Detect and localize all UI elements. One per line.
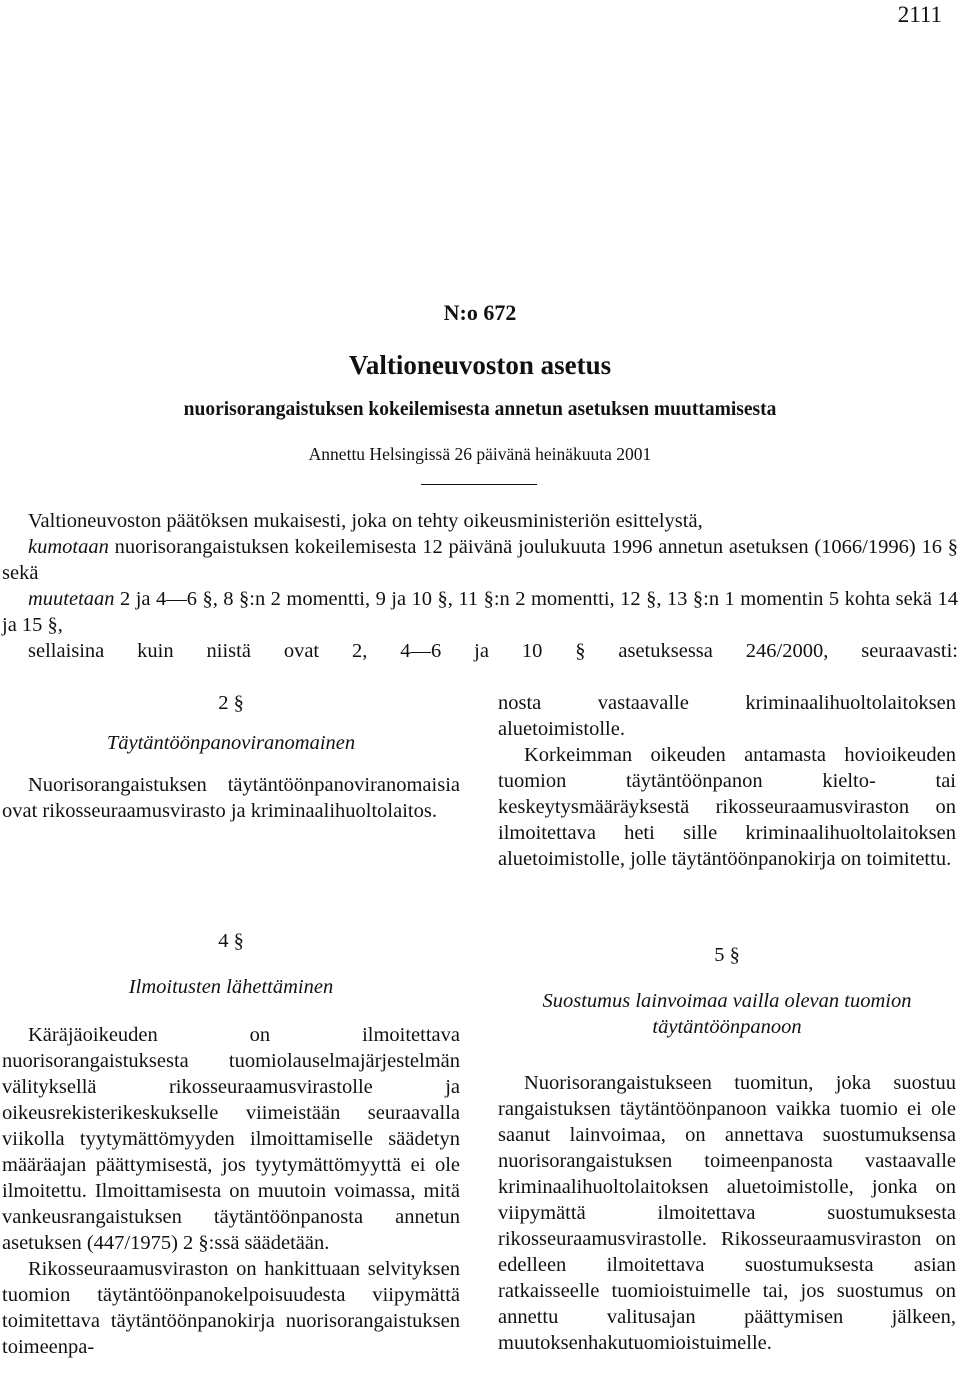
document-number: N:o 672 xyxy=(443,300,517,325)
section-5-number: 5 § xyxy=(714,944,740,966)
section-5-body xyxy=(498,1070,956,1356)
preamble-paragraph-2 xyxy=(2,534,958,586)
preamble-paragraph-3 xyxy=(2,586,958,638)
section-5-paragraph-1: Nuorisorangaistukseen tuomitun, joka suostuu rangaistuksen täytäntöönpanoon vaikka tuomio ei ole saanut lainvoimaa, on annettava suostumuksensa nuorisorangaistuksen toimeenpanosta vastaavalle kriminaalihuoltolaitoksen aluetoimistolle, jonka on viipymättä ilmoitettava suostumuksesta rikosseuraamusvirastolle. Rikosseuraamusviraston on edelleen ilmoitettava suostumuksesta asian ratkaisseelle tuomioistuimelle tai, jos suostumus on annettu valitusajan päättymisen jälkeen, muutoksenhakutuomioistuimelle. xyxy=(498,1072,956,1354)
preamble-paragraph-4: sellaisina kuin niistä ovat 2, 4—6 ja 10 § asetuksessa 246/2000, seuraavasti: xyxy=(28,640,958,662)
page-number: 2111 xyxy=(897,2,942,27)
issue-date-line: Annettu Helsingissä 26 päivänä heinäkuuta 2001 xyxy=(308,444,652,464)
preamble-keyword-kumotaan: kumotaan xyxy=(28,536,109,558)
preamble-keyword-muutetaan: muutetaan xyxy=(28,588,115,610)
preamble xyxy=(2,508,958,664)
section-2-number: 2 § xyxy=(218,692,244,714)
section-4-paragraph-1: Käräjäoikeuden on ilmoitettava nuorisorangaistuksesta tuomiolauselmajärjestelmän välityksellä rikosseuraamusvirastolle ja oikeusrekisterikeskukselle viimeistään seuraavalla viikolla tyytymättömyyden ilmoittamiselle säädetyn määräajan päättymisestä, jos tyytymättömyyttä ei ole ilmoitettu. Ilmoittamisesta on muutoin voimassa, mitä vankeusrangaistuksen täytäntöönpanosta annetun asetuksen (447/1975) 2 §:ssä säädetään. xyxy=(2,1024,460,1254)
section-2-body xyxy=(2,772,460,824)
section-2-paragraph-1: Nuorisorangaistuksen täytäntöönpanoviranomaisia ovat rikosseuraamusvirasto ja kriminaalihuoltolaitos. xyxy=(2,774,460,822)
preamble-paragraph-2-text: nuorisorangaistuksen kokeilemisesta 12 päivänä joulukuuta 1996 annetun asetuksen (1066/1996) 16 § sekä xyxy=(2,536,958,584)
section-4-paragraph-3: Korkeimman oikeuden antamasta hovioikeuden tuomion täytäntöönpanon kielto- tai keskeytysmääräyksestä rikosseuraamusviraston on ilmoitettava heti sille kriminaalihuoltolaitoksen aluetoimistolle, jolle täytäntöönpanokirja on toimitettu. xyxy=(498,744,956,870)
section-4-body xyxy=(2,1022,460,1360)
document-subtitle: nuorisorangaistuksen kokeilemisesta annetun asetuksen muuttamisesta xyxy=(183,399,777,420)
section-4-number: 4 § xyxy=(218,930,244,952)
document-title: Valtioneuvoston asetus xyxy=(348,350,612,380)
section-4 xyxy=(2,928,460,1360)
section-5-heading: Suostumus lainvoimaa vailla olevan tuomion täytäntöönpanoon xyxy=(542,990,912,1038)
section-4-paragraph-2-continuation: nosta vastaavalle kriminaalihuoltolaitoksen aluetoimistolle. xyxy=(498,692,956,740)
section-2-heading: Täytäntöönpanoviranomainen xyxy=(106,732,356,754)
section-4-paragraph-2: Rikosseuraamusviraston on hankittuaan selvityksen tuomion täytäntöönpanokelpoisuudesta viipymättä toimitettava täytäntöönpanokirja nuorisorangaistuksen toimeenpa- xyxy=(2,1258,460,1358)
title-divider xyxy=(421,484,537,485)
section-4-heading: Ilmoitusten lähettäminen xyxy=(128,976,334,998)
section-2 xyxy=(2,690,460,824)
section-5 xyxy=(498,942,956,1356)
preamble-paragraph-3-text: 2 ja 4—6 §, 8 §:n 2 momentti, 9 ja 10 §, 11 §:n 2 momentti, 12 §, 13 §:n 1 momentin 5 kohta sekä 14 ja 15 §, xyxy=(2,588,958,636)
preamble-paragraph-1: Valtioneuvoston päätöksen mukaisesti, joka on tehty oikeusministeriön esittelystä, xyxy=(28,510,703,532)
section-4-continuation xyxy=(498,690,956,872)
section-4-continuation-body xyxy=(498,690,956,872)
